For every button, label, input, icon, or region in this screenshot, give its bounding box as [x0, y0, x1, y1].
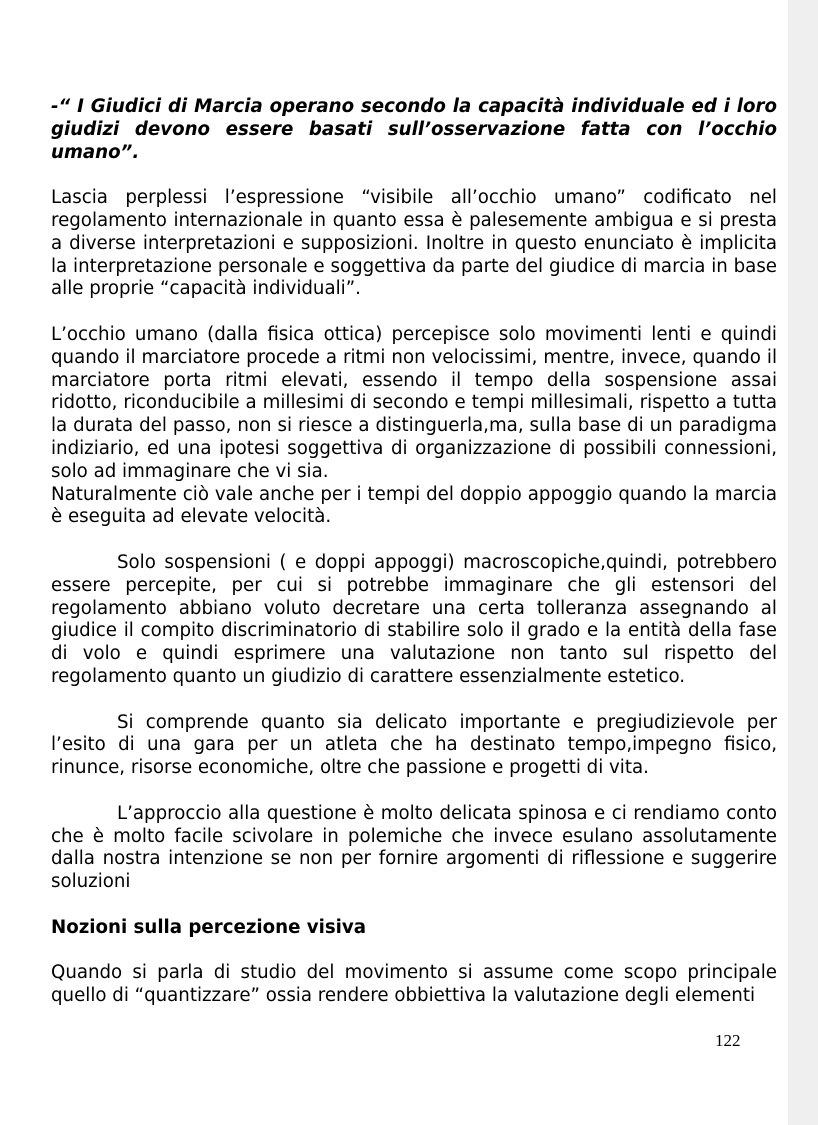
quote-paragraph: -“ I Giudici di Marcia operano secondo la capacità individuale ed i loro giudizi devono essere basati sull’osservazione fatta con l’occhio umano”. — [51, 96, 777, 163]
paragraph-2: L’occhio umano (dalla fisica ottica) percepisce solo movimenti lenti e quindi quando il marciatore procede a ritmi non velocissimi, mentre, invece, quando il marciatore porta ritmi elevati, essendo il tempo della sospensione assai ridotto, riconducibile a millesimi di secondo e tempi millesimali, rispetto a tutta la durata del passo, non si riesce a distinguerla,ma, sulla base di un paradigma indiziario, ed una ipotesi soggettiva di organizzazione di possibili connessioni, solo ad immaginare che vi sia. — [51, 323, 777, 482]
document-body — [51, 96, 777, 1008]
closing-paragraph: Quando si parla di studio del movimento si assume come scopo principale quello di “quantizzare” ossia rendere obbiettiva la valutazione degli elementi — [51, 962, 777, 1007]
section-heading: Nozioni sulla percezione visiva — [51, 916, 367, 938]
paragraph-3: Naturalmente ciò vale anche per i tempi del doppio appoggio quando la marcia è eseguita ad elevate velocità. — [51, 483, 777, 528]
paragraph-1: Lascia perplessi l’espressione “visibile all’occhio umano” codificato nel regolamento internazionale in quanto essa è palesemente ambigua e si presta a diverse interpretazioni e supposizioni. Inoltre in questo enunciato è implicita la interpretazione personale e soggettiva da parte del giudice di marcia in base alle proprie “capacità individuali”. — [51, 187, 777, 300]
paragraph-5: Si comprende quanto sia delicato importante e pregiudizievole per l’esito di una gara per un atleta che ha destinato tempo,impegno fisico, rinunce, risorse economiche, oltre che passione e progetti di vita. — [51, 711, 777, 779]
paragraph-6: L’approccio alla questione è molto delicata spinosa e ci rendiamo conto che è molto facile scivolare in polemiche che invece esulano assolutamente dalla nostra intenzione se non per fornire argomenti di riflessione e suggerire soluzioni — [51, 802, 777, 893]
page-number: 122 — [715, 1031, 741, 1050]
paragraph-4: Solo sospensioni ( e doppi appoggi) macroscopiche,quindi, potrebbero essere percepite, per cui si potrebbe immaginare che gli estensori del regolamento abbiano voluto decretare una certa tolleranza assegnando al giudice il compito discriminatorio di stabilire solo il grado e la entità della fase di volo e quindi esprimere una valutazione non tanto sul rispetto del regolamento quanto un giudizio di carattere essenzialmente estetico. — [51, 551, 777, 687]
page-side-margin — [788, 0, 818, 1125]
